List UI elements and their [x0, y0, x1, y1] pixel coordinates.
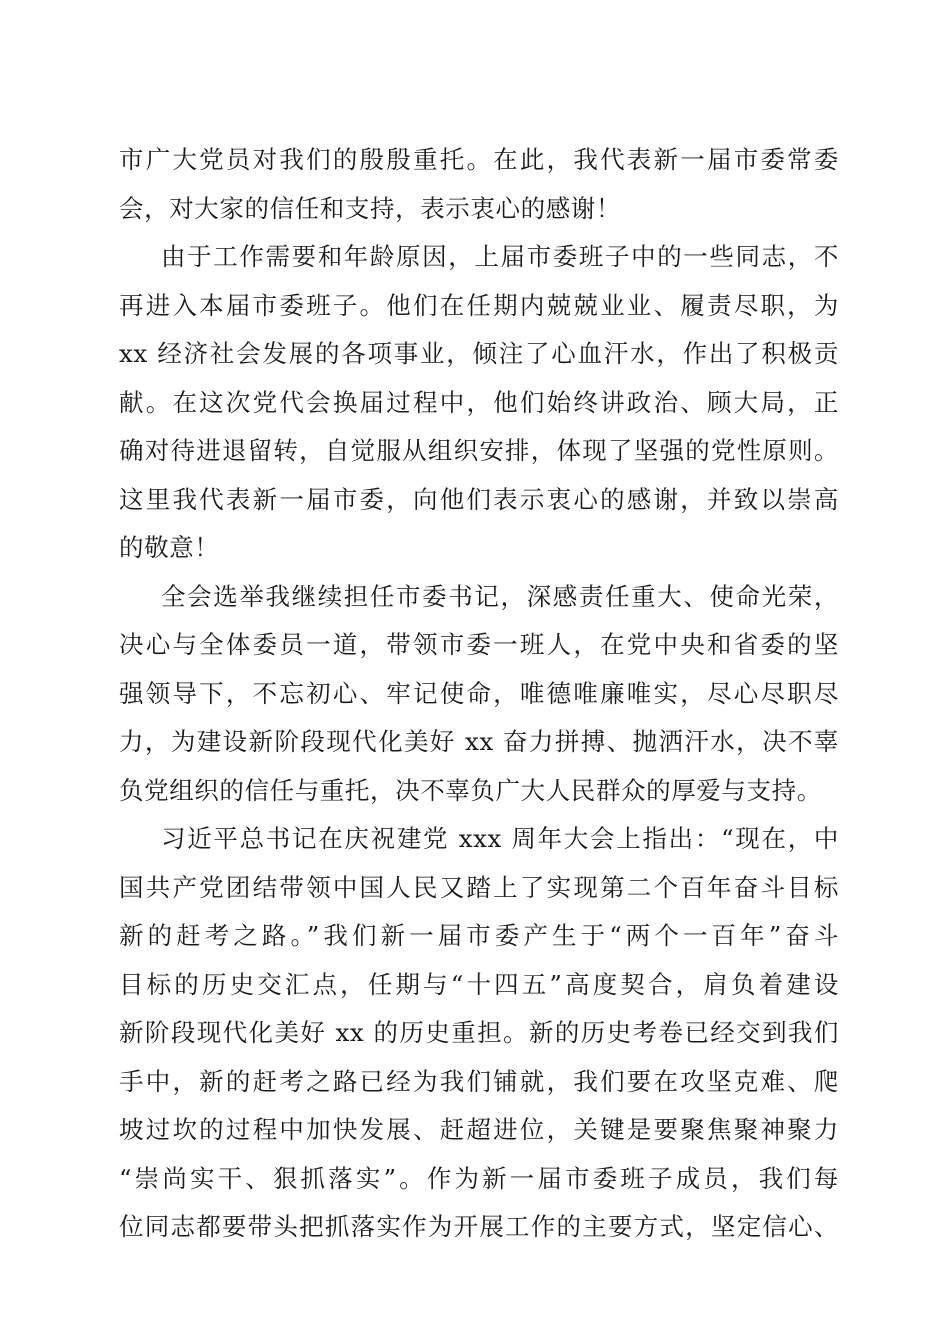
- text-line: 确对待进退留转，自觉服从组织安排，体现了坚强的党性原则。: [119, 436, 839, 465]
- text-line: 决心与全体委员一道，带领市委一班人，在党中央和省委的坚: [119, 630, 839, 659]
- text-line: 位同志都要带头把抓落实作为开展工作的主要方式，坚定信心、: [119, 1212, 839, 1241]
- text-line: 坡过坎的过程中加快发展、赶超进位，关键是要聚焦聚神聚力: [119, 1115, 839, 1144]
- text-line: 手中，新的赶考之路已经为我们铺就，我们要在攻坚克难、爬: [119, 1066, 839, 1096]
- text-line: 新的赶考之路。”我们新一届市委产生于“两个一百年”奋斗: [119, 921, 839, 950]
- text-line: 全会选举我继续担任市委书记，深感责任重大、使命光荣，: [161, 581, 839, 611]
- text-line: 再进入本届市委班子。他们在任期内兢兢业业、履责尽职，为: [119, 290, 839, 320]
- text-line: 目标的历史交汇点，任期与“十四五”高度契合，肩负着建设: [119, 969, 839, 999]
- text-line: 新阶段现代化美好 xx 的历史重担。新的历史考卷已经交到我们: [119, 1018, 839, 1047]
- text-line: 负党组织的信任与重托，决不辜负广大人民群众的厚爱与支持。: [119, 775, 822, 805]
- text-line: 力，为建设新阶段现代化美好 xx 奋力拼搏、抛洒汗水，决不辜: [119, 727, 839, 756]
- text-line: 习近平总书记在庆祝建党 xxx 周年大会上指出：“现在，中: [161, 824, 839, 853]
- paragraph-predecessors: [119, 233, 839, 573]
- text-line: 献。在这次党代会换届过程中，他们始终讲政治、顾大局，正: [119, 387, 839, 417]
- text-line: 强领导下，不忘初心、牢记使命，唯德唯廉唯实，尽心尽职尽: [119, 678, 839, 708]
- paragraph-new-journey: [119, 815, 839, 1252]
- text-line: 这里我代表新一届市委，向他们表示衷心的感谢，并致以崇高: [119, 484, 839, 514]
- paragraph-continuation: [119, 136, 839, 233]
- text-line: xx 经济社会发展的各项事业，倾注了心血汗水，作出了积极贡: [119, 339, 839, 368]
- text-line: “崇尚实干、狠抓落实”。作为新一届市委班子成员，我们每: [119, 1163, 839, 1193]
- paragraph-commitment: [119, 573, 839, 816]
- text-line: 国共产党团结带领中国人民又踏上了实现第二个百年奋斗目标: [119, 872, 839, 902]
- text-line: 由于工作需要和年龄原因，上届市委班子中的一些同志，不: [161, 242, 839, 271]
- text-line: 的敬意！: [119, 533, 220, 562]
- text-line: 会，对大家的信任和支持，表示衷心的感谢！: [119, 193, 621, 223]
- text-line: 市广大党员对我们的殷殷重托。在此，我代表新一届市委常委: [119, 145, 839, 174]
- document-body: [119, 136, 839, 1252]
